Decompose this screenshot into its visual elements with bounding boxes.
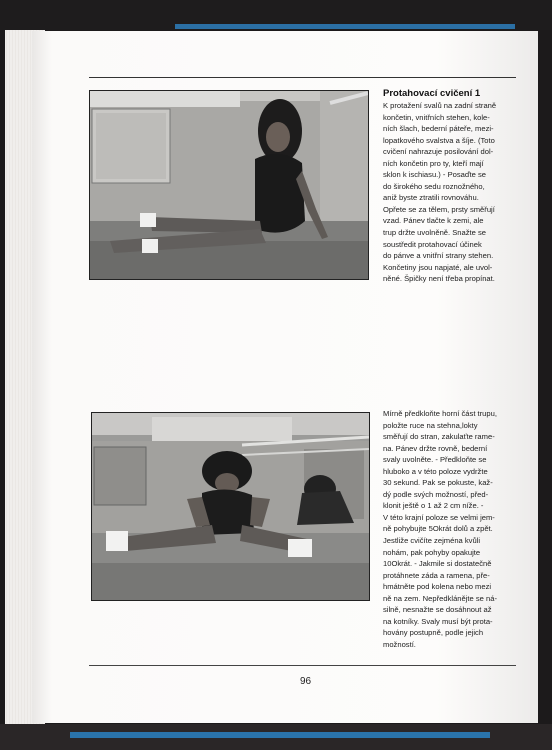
exercise-continuation: Mírně předkloňte horní část trupu, položte ruce na stehna,lokty směřují do stran, zakulaťte rame- na. Pánev držte rovně, bederní svaly uvolněte. - Předkloňte se hluboko a v této poloze vydržte 30 sekund. Pak se pokuste, kaž- dý podle svých možností, před- klonit ještě o 1 až 2 cm níže. - V této krajní poloze se velmi jem- ně pohybujte 5Okrát dolů a zpět. Jestliže cvičíte zejména kvůli nohám, pak pohyby opakujte 10Okrát. - Jakmile si dostatečně protáhnete záda a ramena, pře- hmátněte pod kolena nebo mezi ně na zem. Nepředklánějte se ná- silně, nesnažte se dosáhnout až na kotníky. Svaly musí být prota- hovány postupně, podle jejich možností.: [383, 409, 497, 649]
top-rule: [89, 77, 516, 78]
book-bottom-edge: [0, 724, 552, 750]
page-number: 96: [300, 676, 312, 687]
photo-straddle-forward-bend: [91, 412, 370, 601]
section-title: Protahovací cvičení 1: [383, 88, 481, 99]
exercise-description: K protažení svalů na zadní straně končetin, vnitřních stehen, kole- ních šlach, bederní páteře, mezi- lopatkového svalstva a šíje. (Toto cvičení nahrazuje posilování dol- ních končetin pro ty, kteří mají sklon k ischiasu.) - Posaďte se do širokého sedu roznožného, aniž byste ztratili rovnováhu. Opřete se za tělem, prsty směřují vzad. Pánev tlačte k zemi, ale trup držte uvolněně. Snažte se soustředit protahovací účinek do pánve a vnitřní strany stehen. Končetiny jsou napjaté, ale uvol- něné. Špičky není třeba propínat.: [383, 101, 497, 284]
bottom-rule: [89, 665, 516, 666]
book-top-edge: [0, 0, 552, 30]
book-bottom-edge-stripe: [70, 732, 490, 738]
photo-seated-straddle-lean-back: [89, 90, 369, 280]
book-top-edge-stripe: [175, 24, 515, 29]
